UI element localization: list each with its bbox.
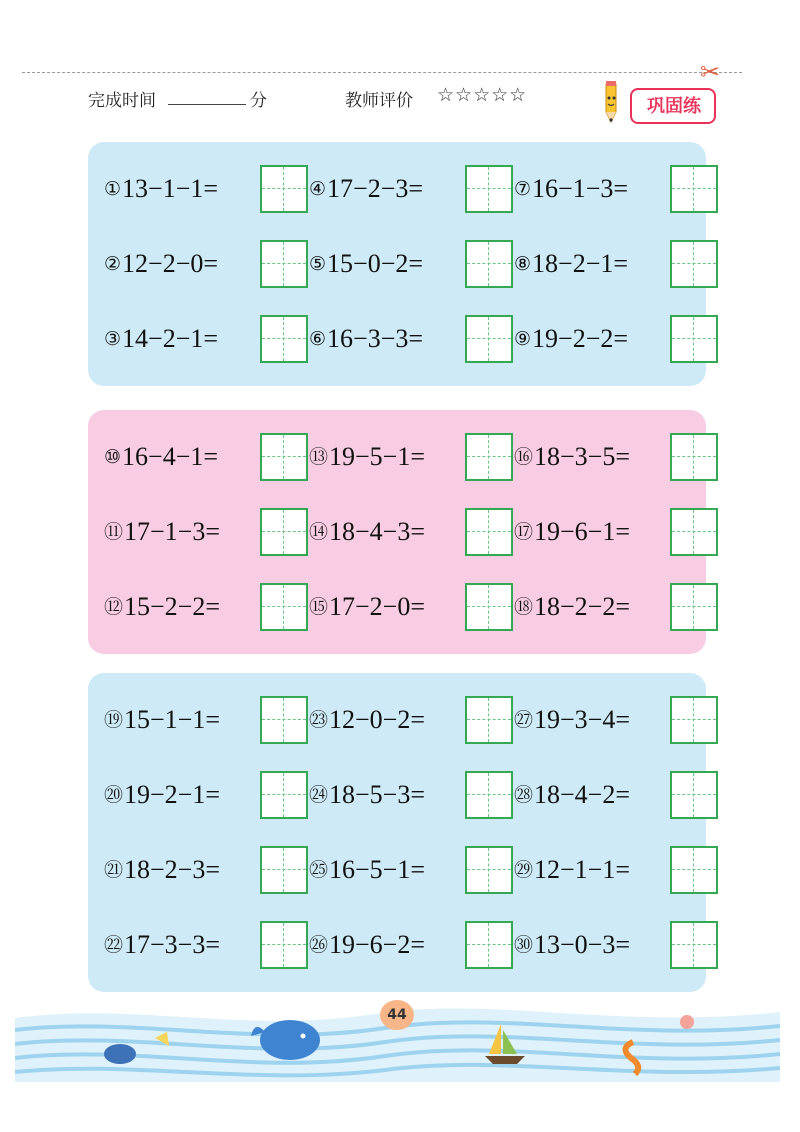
equation-text: 13−1−1= [122, 174, 219, 203]
exercise-item [104, 433, 308, 481]
problem-number: ② [104, 254, 122, 275]
exercise-item [514, 240, 718, 288]
equation-text: 19−6−2= [329, 930, 426, 959]
equation-text: 15−0−2= [327, 249, 424, 278]
problem-number: ⑧ [514, 254, 532, 275]
answer-box[interactable] [670, 696, 718, 744]
equation [309, 771, 425, 820]
answer-box[interactable] [670, 583, 718, 631]
problem-number: ⑫ [104, 597, 124, 618]
equation [104, 921, 220, 970]
completion-time-label: 完成时间 [88, 91, 156, 111]
equation [309, 433, 425, 482]
exercise-item [104, 846, 308, 894]
equation [514, 846, 630, 895]
problem-number: ㉒ [104, 935, 124, 956]
exercise-group-3 [88, 673, 706, 992]
equation [309, 315, 423, 364]
answer-box[interactable] [670, 771, 718, 819]
problem-number: ㉓ [309, 710, 329, 731]
exercise-item [309, 771, 513, 819]
page-number: 44 [380, 1000, 414, 1030]
equation-text: 17−3−3= [124, 930, 221, 959]
badge-label: 巩固练 [647, 96, 701, 117]
equation [104, 165, 218, 214]
exercise-item [104, 771, 308, 819]
answer-box[interactable] [670, 921, 718, 969]
problem-number: ① [104, 179, 122, 200]
answer-box[interactable] [465, 583, 513, 631]
problem-number: ⑯ [514, 447, 534, 468]
equation-text: 19−2−2= [532, 324, 629, 353]
equation-text: 12−2−0= [122, 249, 219, 278]
problem-number: ⑪ [104, 522, 124, 543]
answer-box[interactable] [260, 696, 308, 744]
equation-text: 14−2−1= [122, 324, 219, 353]
exercise-item [104, 165, 308, 213]
equation [104, 433, 218, 482]
answer-box[interactable] [670, 165, 718, 213]
equation [104, 583, 220, 632]
equation [514, 240, 628, 289]
problem-number: ㉚ [514, 935, 534, 956]
problem-number: ③ [104, 329, 122, 350]
answer-box[interactable] [670, 240, 718, 288]
exercise-item [309, 315, 513, 363]
answer-box[interactable] [260, 846, 308, 894]
problem-number: ⑤ [309, 254, 327, 275]
answer-box[interactable] [465, 771, 513, 819]
equation-text: 17−2−0= [329, 592, 426, 621]
equation [104, 846, 220, 895]
answer-box[interactable] [260, 315, 308, 363]
exercise-item [104, 921, 308, 969]
equation-text: 12−1−1= [534, 855, 631, 884]
completion-time-blank[interactable] [168, 104, 246, 105]
equation [309, 240, 423, 289]
exercise-group-2 [88, 410, 706, 654]
equation-text: 13−0−3= [534, 930, 631, 959]
cut-line [22, 72, 742, 73]
exercise-item [104, 508, 308, 556]
problem-number: ⑭ [309, 522, 329, 543]
equation-text: 16−4−1= [122, 442, 219, 471]
problem-number: ⑬ [309, 447, 329, 468]
equation [514, 696, 630, 745]
answer-box[interactable] [465, 696, 513, 744]
equation-text: 19−2−1= [124, 780, 221, 809]
answer-box[interactable] [260, 771, 308, 819]
equation-text: 15−2−2= [124, 592, 221, 621]
exercise-item [514, 583, 718, 631]
equation [514, 508, 630, 557]
equation [514, 583, 630, 632]
equation-text: 18−2−1= [532, 249, 629, 278]
exercise-item [104, 696, 308, 744]
answer-box[interactable] [670, 433, 718, 481]
exercise-item [104, 583, 308, 631]
equation-text: 18−4−2= [534, 780, 631, 809]
answer-box[interactable] [670, 846, 718, 894]
equation [104, 240, 218, 289]
answer-box[interactable] [465, 240, 513, 288]
equation-text: 18−5−3= [329, 780, 426, 809]
answer-box[interactable] [465, 315, 513, 363]
equation-text: 18−2−2= [534, 592, 631, 621]
exercise-item [514, 846, 718, 894]
answer-box[interactable] [260, 583, 308, 631]
scissors-icon: ✂ [700, 58, 721, 86]
equation-text: 12−0−2= [329, 705, 426, 734]
exercise-item [104, 315, 308, 363]
problem-number: ㉔ [309, 785, 329, 806]
equation-text: 17−1−3= [124, 517, 221, 546]
equation [104, 315, 218, 364]
answer-box[interactable] [465, 508, 513, 556]
equation-text: 16−5−1= [329, 855, 426, 884]
exercise-item [514, 696, 718, 744]
answer-box[interactable] [260, 165, 308, 213]
exercise-item [309, 508, 513, 556]
teacher-evaluation-label: 教师评价 [345, 91, 413, 111]
equation-text: 18−4−3= [329, 517, 426, 546]
problem-number: ⑩ [104, 447, 122, 468]
equation-text: 19−3−4= [534, 705, 631, 734]
equation [309, 696, 425, 745]
problem-number: ⑮ [309, 597, 329, 618]
exercise-item [309, 921, 513, 969]
equation-text: 16−1−3= [532, 174, 629, 203]
problem-number: ⑥ [309, 329, 327, 350]
problem-number: ⑦ [514, 179, 532, 200]
answer-box[interactable] [670, 508, 718, 556]
exercise-item [309, 583, 513, 631]
exercise-item [309, 846, 513, 894]
answer-box[interactable] [465, 921, 513, 969]
equation [309, 846, 425, 895]
problem-number: ⑱ [514, 597, 534, 618]
equation [104, 696, 220, 745]
problem-number: ⑲ [104, 710, 124, 731]
problem-number: ⑰ [514, 522, 534, 543]
problem-number: ㉘ [514, 785, 534, 806]
minutes-unit-label: 分 [250, 91, 267, 111]
problem-number: ④ [309, 179, 327, 200]
pencil-mascot-icon [592, 80, 632, 126]
answer-box[interactable] [670, 315, 718, 363]
equation [514, 165, 628, 214]
equation [514, 771, 630, 820]
exercise-item [514, 921, 718, 969]
exercise-item [514, 771, 718, 819]
problem-number: ㉗ [514, 710, 534, 731]
equation-text: 18−3−5= [534, 442, 631, 471]
equation [104, 508, 220, 557]
exercise-item [514, 315, 718, 363]
equation-text: 18−2−3= [124, 855, 221, 884]
equation [309, 583, 425, 632]
equation-text: 19−5−1= [329, 442, 426, 471]
equation-text: 19−6−1= [534, 517, 631, 546]
exercise-item [104, 240, 308, 288]
equation [309, 508, 425, 557]
answer-box[interactable] [465, 165, 513, 213]
equation [514, 921, 630, 970]
problem-number: ㉖ [309, 935, 329, 956]
problem-number: ⑨ [514, 329, 532, 350]
equation-text: 16−3−3= [327, 324, 424, 353]
equation [514, 433, 630, 482]
rating-stars[interactable]: ☆☆☆☆☆ [437, 84, 528, 106]
exercise-item [309, 240, 513, 288]
exercise-item [309, 696, 513, 744]
answer-box[interactable] [260, 240, 308, 288]
answer-box[interactable] [465, 846, 513, 894]
equation-text: 15−1−1= [124, 705, 221, 734]
answer-box[interactable] [260, 433, 308, 481]
answer-box[interactable] [465, 433, 513, 481]
answer-box[interactable] [260, 921, 308, 969]
equation [104, 771, 220, 820]
problem-number: ⑳ [104, 785, 124, 806]
exercise-item [514, 165, 718, 213]
problem-number: ㉕ [309, 860, 329, 881]
equation [309, 165, 423, 214]
consolidation-badge [592, 80, 732, 126]
problem-number: ㉙ [514, 860, 534, 881]
problem-number: ㉑ [104, 860, 124, 881]
exercise-item [309, 433, 513, 481]
equation-text: 17−2−3= [327, 174, 424, 203]
equation [514, 315, 628, 364]
exercise-group-1 [88, 142, 706, 386]
exercise-item [309, 165, 513, 213]
equation [309, 921, 425, 970]
exercise-item [514, 433, 718, 481]
exercise-item [514, 508, 718, 556]
answer-box[interactable] [260, 508, 308, 556]
